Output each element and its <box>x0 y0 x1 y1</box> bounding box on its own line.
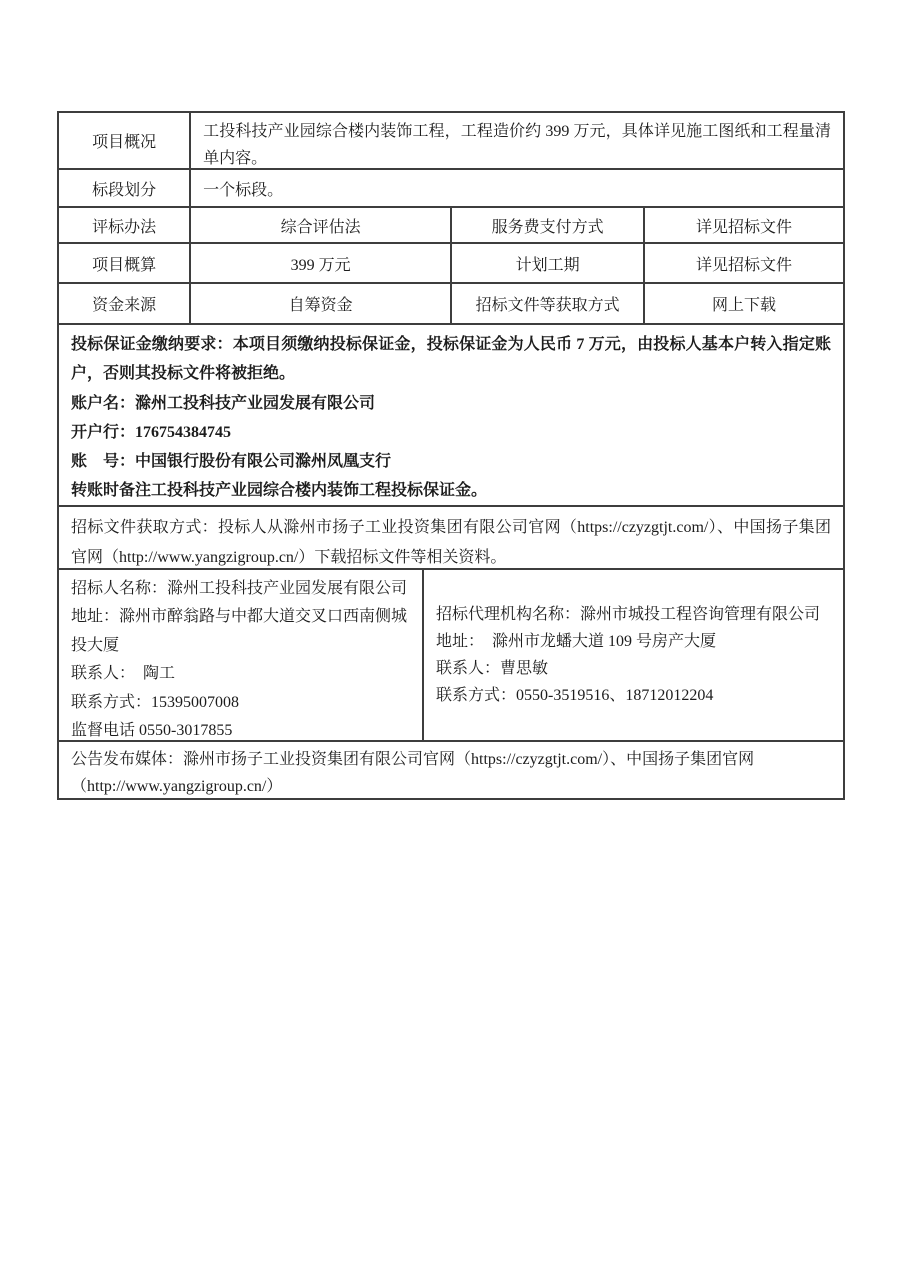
bid-bond-bank-line: 开户行：176754384745 <box>71 423 232 441</box>
bid-bond-requirement: 投标保证金缴纳要求：本项目须缴纳投标保证金，投标保证金为人民币 7 万元，由投标人基本户转入指定账户，否则其投标文件将被拒绝。 <box>71 336 831 383</box>
funding-source-label: 资金来源 <box>92 297 157 314</box>
service-fee-payment-label: 服务费支付方式 <box>450 208 643 242</box>
agency-phone: 联系方式：0550-3519516、18712012204 <box>435 687 714 704</box>
tenderer-name: 招标人名称：滁州工投科技产业园发展有限公司 <box>71 580 408 597</box>
announcement-media-line2: （http://www.yangzigroup.cn/） <box>71 778 283 795</box>
tenderer-supervision-phone: 监督电话 0550-3017855 <box>71 722 233 740</box>
announcement-media-line1: 公告发布媒体：滁州市扬子工业投资集团有限公司官网（https://czyzgtjt.com/）、中国扬子集团官网 <box>71 751 755 768</box>
row-section-division <box>59 168 843 206</box>
tenderer-contact: 联系人： 陶工 <box>71 665 176 683</box>
agency-address: 地址： 滁州市龙蟠大道 109 号房产大厦 <box>435 633 716 650</box>
agency-name: 招标代理机构名称：滁州市城投工程咨询管理有限公司 <box>435 606 820 623</box>
bid-bond-account-line: 账 号：中国银行股份有限公司滁州凤凰支行 <box>71 453 392 471</box>
tenderer-info <box>59 570 422 740</box>
section-division-value: 一个标段。 <box>189 170 843 206</box>
row-contacts <box>59 568 843 740</box>
service-fee-payment-value: 详见招标文件 <box>643 208 843 242</box>
bid-bond-section <box>59 325 843 505</box>
row-announcement-media <box>59 740 843 798</box>
agency-info <box>422 570 843 740</box>
evaluation-method-label: 评标办法 <box>92 218 157 236</box>
announcement-media <box>59 742 843 798</box>
tenderer-phone: 联系方式：15395007008 <box>71 693 240 711</box>
project-budget-value: 399 万元 <box>189 244 450 282</box>
row-evaluation-method <box>59 206 843 242</box>
project-budget-label: 项目概算 <box>92 256 157 274</box>
agency-contact: 联系人：曹思敏 <box>435 660 548 677</box>
funding-source-value: 自筹资金 <box>189 284 450 323</box>
row-project-budget <box>59 242 843 282</box>
doc-obtain-method-label: 招标文件等获取方式 <box>450 284 643 323</box>
project-overview-label: 项目概况 <box>92 134 157 151</box>
planned-duration-label: 计划工期 <box>450 244 643 282</box>
row-funding-source <box>59 282 843 323</box>
doc-access-text: 招标文件获取方式：投标人从滁州市扬子工业投资集团有限公司官网（https://czyzgtjt.com/）、中国扬子集团官网（http://www.yangzigroup.cn/）下载招标文件等相关资料。 <box>71 519 831 566</box>
project-overview-value: 工投科技产业园综合楼内装饰工程，工程造价约 399 万元，具体详见施工图纸和工程量清单内容。 <box>189 113 843 168</box>
row-bid-bond <box>59 323 843 505</box>
tender-notice-table <box>57 111 845 800</box>
evaluation-method-value: 综合评估法 <box>189 208 450 242</box>
bid-bond-transfer-note: 转账时备注工投科技产业园综合楼内装饰工程投标保证金。 <box>71 482 488 500</box>
doc-obtain-method-value: 网上下载 <box>643 284 843 323</box>
planned-duration-value: 详见招标文件 <box>643 244 843 282</box>
row-doc-access <box>59 505 843 568</box>
row-project-overview <box>59 113 843 168</box>
section-division-label: 标段划分 <box>92 181 157 199</box>
tenderer-address: 地址：滁州市醉翁路与中都大道交叉口西南侧城投大厦 <box>71 608 408 654</box>
bid-bond-account-name: 账户名：滁州工投科技产业园发展有限公司 <box>71 394 376 412</box>
